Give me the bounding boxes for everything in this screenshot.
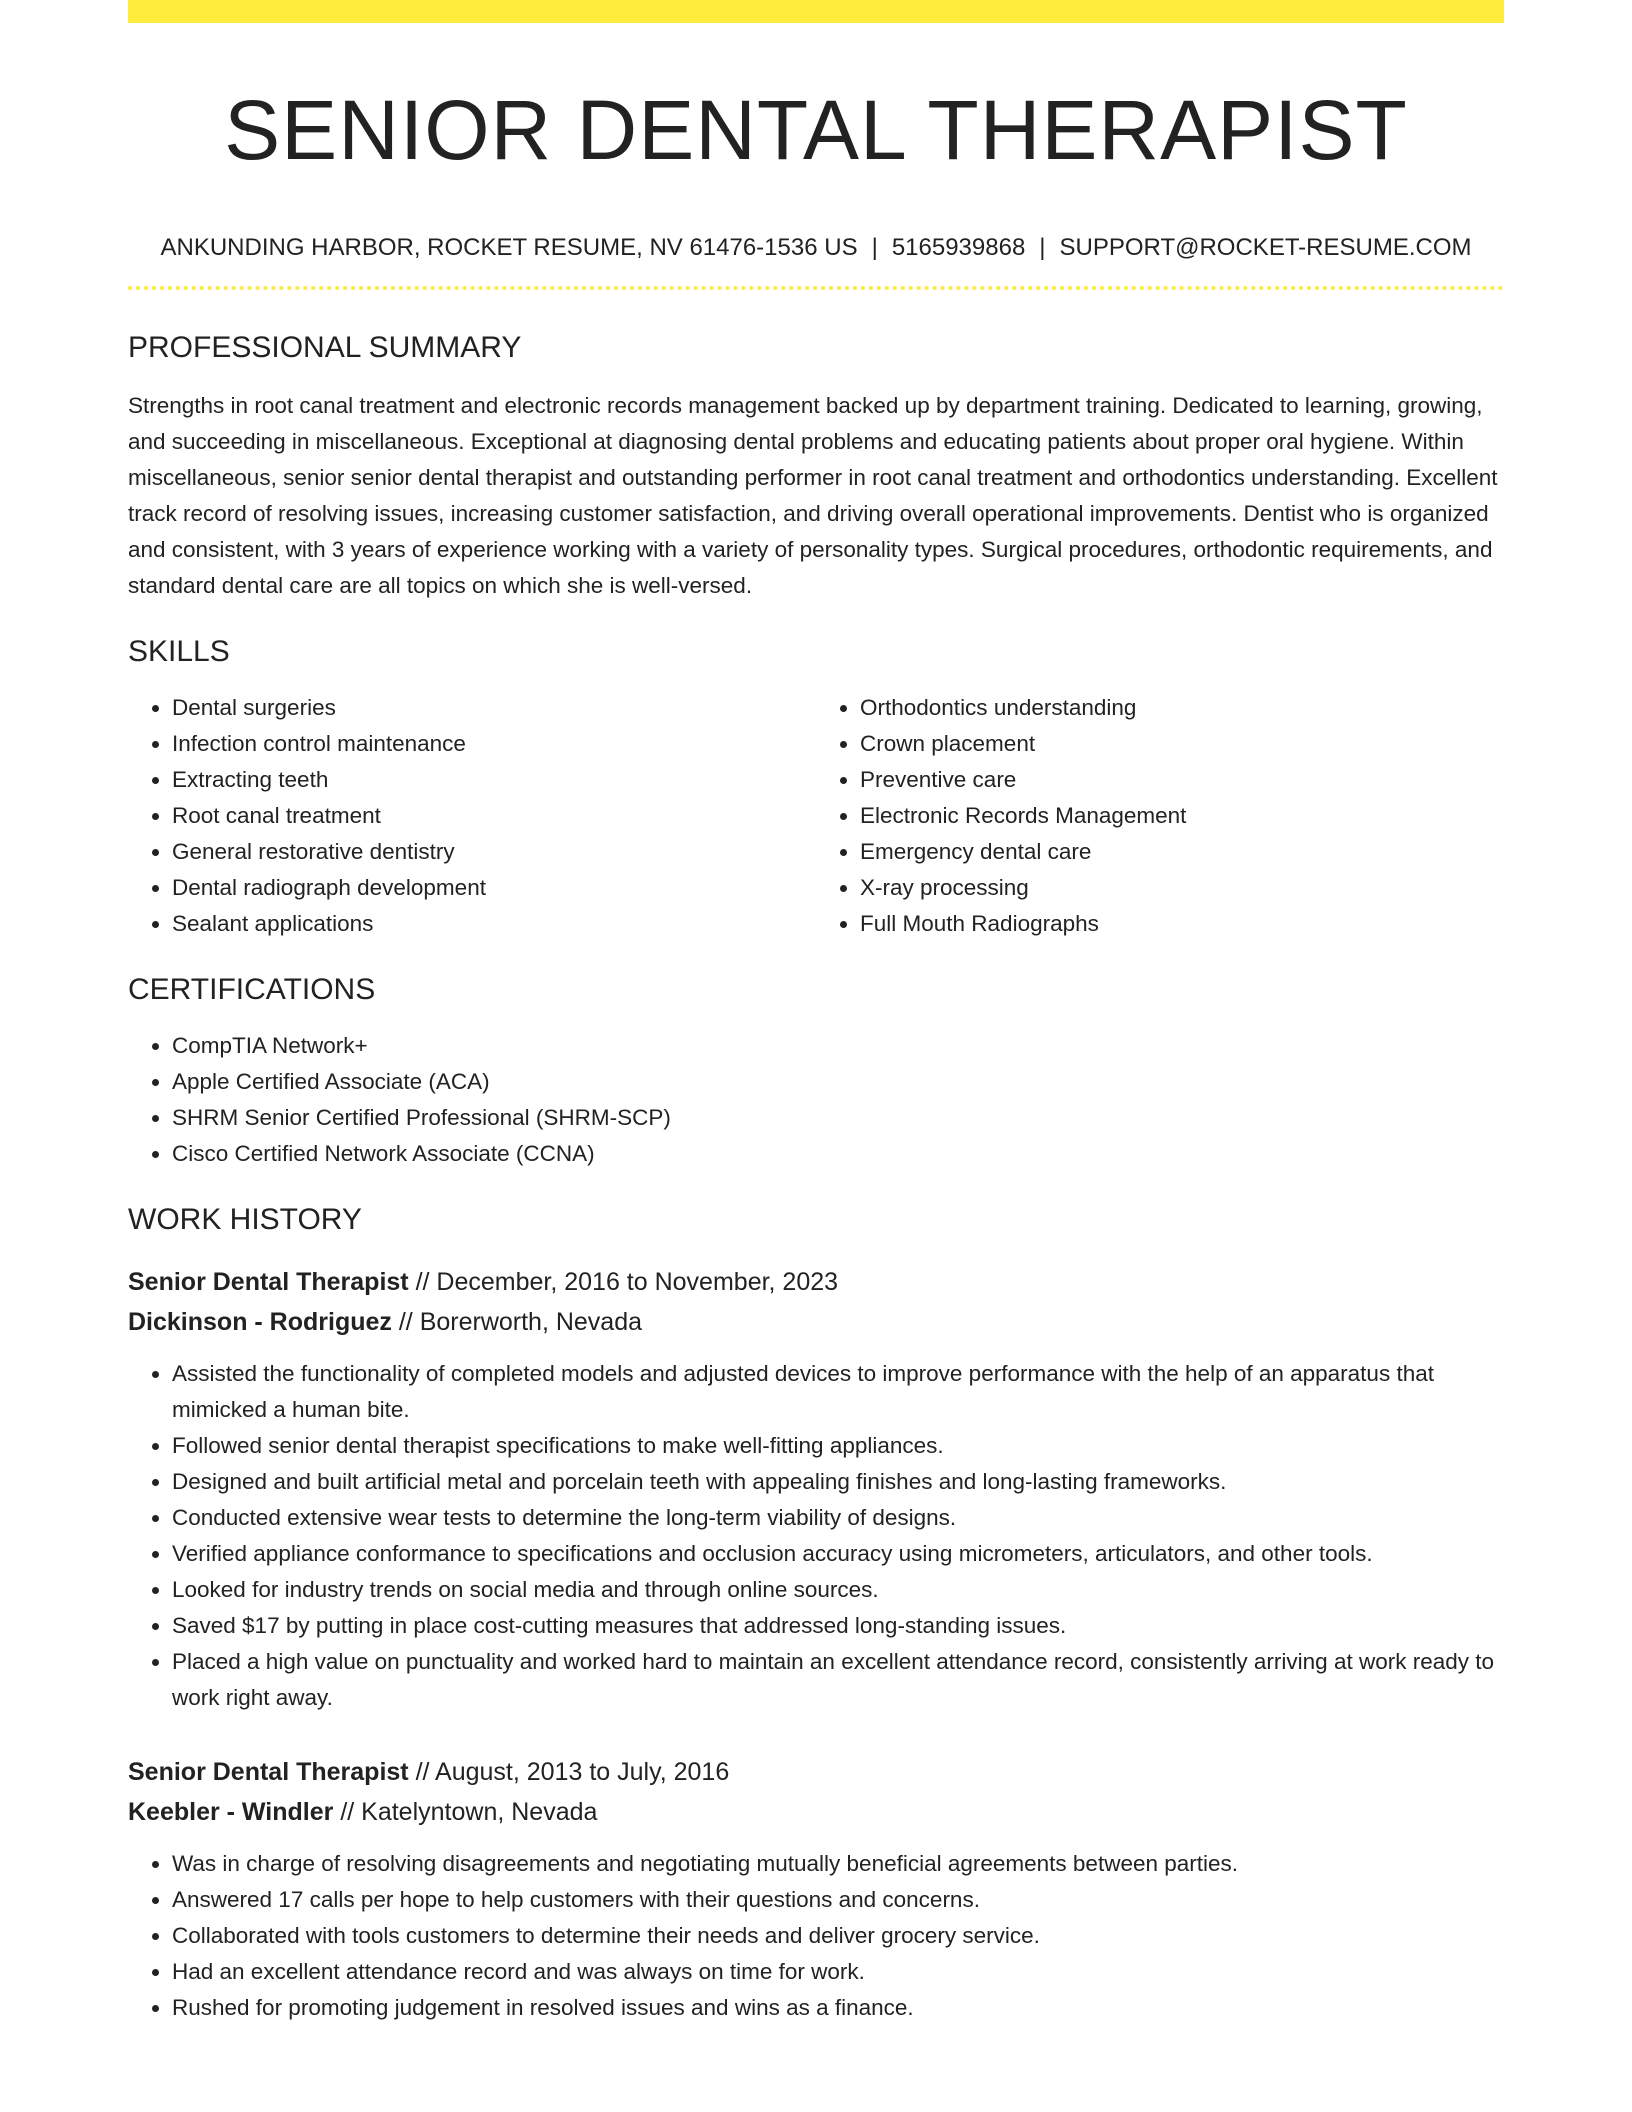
skill-item: • Crown placement (860, 726, 1504, 762)
skills-list-left (128, 690, 816, 942)
resume-content (128, 0, 1504, 2026)
skill-item: • Extracting teeth (172, 762, 816, 798)
skill-item: • Root canal treatment (172, 798, 816, 834)
skill-item: • Preventive care (860, 762, 1504, 798)
job-bullet: • Conducted extensive wear tests to determine the long-term viability of designs. (172, 1500, 1504, 1536)
resume-title: SENIOR DENTAL THERAPIST (224, 83, 1408, 177)
job-entry (128, 1752, 1504, 2026)
certification-item: • CompTIA Network+ (172, 1028, 1504, 1064)
skill-item: • X-ray processing (860, 870, 1504, 906)
job-dates: // December, 2016 to November, 2023 (408, 1268, 839, 1296)
summary-heading: PROFESSIONAL SUMMARY (128, 331, 522, 364)
job-location: // Borerworth, Nevada (391, 1308, 643, 1336)
job-title: Senior Dental Therapist (128, 1758, 409, 1786)
contact-phone: 5165939868 (891, 234, 1026, 261)
dotted-divider (128, 286, 1504, 290)
job-location: // Katelyntown, Nevada (333, 1798, 598, 1826)
job-bullet: • Was in charge of resolving disagreements and negotiating mutually beneficial agreements between parties. (172, 1846, 1504, 1882)
job-company-line (128, 1302, 1504, 1342)
job-bullet: • Assisted the functionality of completed models and adjusted devices to improve performance with the help of an apparatus that mimicked a human bite. (172, 1356, 1504, 1428)
job-company-line (128, 1792, 1504, 1832)
skill-item: • General restorative dentistry (172, 834, 816, 870)
skills-columns (128, 690, 1504, 942)
certifications-heading: CERTIFICATIONS (128, 973, 376, 1006)
job-bullet: • Looked for industry trends on social media and through online sources. (172, 1572, 1504, 1608)
job-bullet: • Had an excellent attendance record and was always on time for work. (172, 1954, 1504, 1990)
job-bullet: • Answered 17 calls per hope to help customers with their questions and concerns. (172, 1882, 1504, 1918)
contact-address: ANKUNDING HARBOR, ROCKET RESUME, NV 61476-1536 US (160, 234, 858, 261)
skills-heading: SKILLS (128, 635, 230, 668)
job-entry (128, 1262, 1504, 1716)
certification-item: • Apple Certified Associate (ACA) (172, 1064, 1504, 1100)
job-title: Senior Dental Therapist (128, 1268, 409, 1296)
job-bullets (128, 1846, 1504, 2026)
job-bullet: • Followed senior dental therapist specifications to make well-fitting appliances. (172, 1428, 1504, 1464)
skills-list-right (816, 690, 1504, 942)
skill-item: • Orthodontics understanding (860, 690, 1504, 726)
contact-line (128, 232, 1504, 264)
certification-item: • SHRM Senior Certified Professional (SHRM-SCP) (172, 1100, 1504, 1136)
job-bullets (128, 1356, 1504, 1716)
job-bullet: • Rushed for promoting judgement in resolved issues and wins as a finance. (172, 1990, 1504, 2026)
work-history-heading: WORK HISTORY (128, 1203, 362, 1236)
skill-item: • Sealant applications (172, 906, 816, 942)
skill-item: • Infection control maintenance (172, 726, 816, 762)
contact-email: SUPPORT@ROCKET-RESUME.COM (1059, 234, 1472, 261)
job-bullet: • Placed a high value on punctuality and worked hard to maintain an excellent attendance record, consistently arriving at work ready to work right away. (172, 1644, 1504, 1716)
contact-separator: | (871, 234, 878, 261)
job-dates: // August, 2013 to July, 2016 (408, 1758, 730, 1786)
job-company: Dickinson - Rodriguez (128, 1308, 392, 1336)
job-bullet: • Collaborated with tools customers to determine their needs and deliver grocery service. (172, 1918, 1504, 1954)
contact-separator: | (1039, 234, 1046, 261)
job-title-line (128, 1752, 1504, 1792)
skill-item: • Dental radiograph development (172, 870, 816, 906)
job-title-line (128, 1262, 1504, 1302)
job-company: Keebler - Windler (128, 1798, 334, 1826)
skill-item: • Dental surgeries (172, 690, 816, 726)
job-bullet: • Verified appliance conformance to specifications and occlusion accuracy using micrometers, articulators, and other tools. (172, 1536, 1504, 1572)
job-bullet: • Saved $17 by putting in place cost-cutting measures that addressed long-standing issues. (172, 1608, 1504, 1644)
skill-item: • Emergency dental care (860, 834, 1504, 870)
skill-item: • Electronic Records Management (860, 798, 1504, 834)
summary-text: Strengths in root canal treatment and electronic records management backed up by department training. Dedicated to learning, growing, and succeeding in miscellaneous. Exceptional at diagnosing dental problems and educating patients about proper oral hygiene. Within miscellaneous, senior senior dental therapist and outstanding performer in root canal treatment and orthodontics understanding. Excellent track record of resolving issues, increasing customer satisfaction, and driving overall operational improvements. Dentist who is organized and consistent, with 3 years of experience working with a variety of personality types. Surgical procedures, orthodontic requirements, and standard dental care are all topics on which she is well-versed. (128, 393, 1498, 598)
skill-item: • Full Mouth Radiographs (860, 906, 1504, 942)
certification-item: • Cisco Certified Network Associate (CCNA) (172, 1136, 1504, 1172)
certifications-list (128, 1028, 1504, 1172)
job-bullet: • Designed and built artificial metal and porcelain teeth with appealing finishes and long-lasting frameworks. (172, 1464, 1504, 1500)
